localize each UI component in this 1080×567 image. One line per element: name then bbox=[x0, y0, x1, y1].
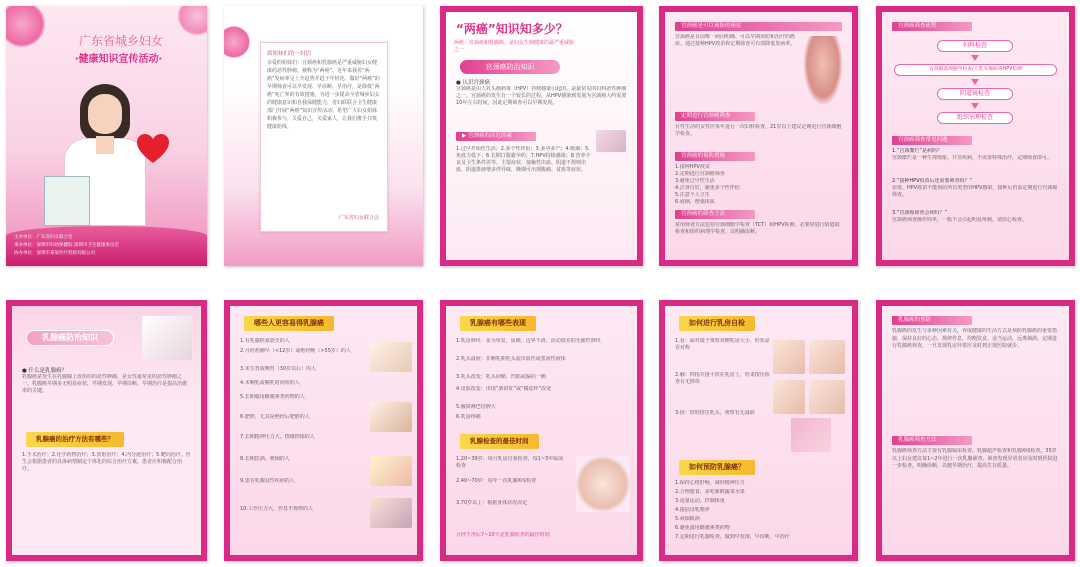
list-item: 1.20~39岁：每月乳房自我检查，每1~3年临床检查 bbox=[456, 456, 564, 469]
flow-step: 阴道镜检查 bbox=[937, 88, 1013, 100]
cover-page bbox=[6, 6, 207, 266]
subsection-banner: 如何进行乳房自检 bbox=[679, 316, 755, 331]
flower-decoration bbox=[224, 26, 250, 58]
list-item: 2.定期进行宫颈癌筛查 bbox=[675, 171, 725, 177]
faq-answer: 宫颈糜烂是一种生理现象，并非疾病，不需要特殊治疗，定期筛查即可。 bbox=[892, 155, 1053, 161]
faq-question: 3.“宫颈癌筛查会疼吗？” bbox=[892, 210, 947, 216]
arrow-down-icon bbox=[971, 79, 979, 85]
letter-heading: 致姐妹们的一封信 bbox=[267, 51, 312, 57]
cover-org-line: 主办单位：广东省妇女联合会 bbox=[14, 235, 73, 240]
illustration bbox=[791, 418, 831, 452]
illustration bbox=[576, 456, 630, 512]
list-item: 3.未生育或晚育（30岁以后）的人 bbox=[240, 366, 317, 372]
letter-page bbox=[224, 6, 423, 266]
page-breast-prevention bbox=[876, 300, 1075, 561]
list-item: 6.避免滥用雌激素类药物 bbox=[675, 525, 730, 531]
list-item: 1.乳房肿块：多为单发、质硬、边界不清、活动度差的无痛性肿块 bbox=[456, 338, 601, 344]
list-item: 2.月经初潮早（<12岁）或绝经晚（>55岁）的人 bbox=[240, 348, 351, 354]
subsection-banner: 如何预防乳腺癌？ bbox=[679, 460, 755, 475]
illustration bbox=[773, 340, 805, 374]
list-item: 1.有乳腺癌家族史的人 bbox=[240, 338, 290, 344]
cover-org-line: 协办单位：深圳市某某医疗机构有限公司 bbox=[14, 251, 95, 256]
paragraph: 宫颈癌是目前唯一病因明确、可以早期预防和治疗的癌症。通过接种HPV疫苗和定期筛查可有效降低发病率。 bbox=[675, 34, 796, 47]
subsection-bar: 宫颈癌的筛查方法 bbox=[675, 210, 755, 219]
subsection-bar: 乳腺癌筛查方法 bbox=[892, 436, 972, 445]
list-item: 4.皮肤改变：出现“酒窝征”或“橘皮样”改变 bbox=[456, 386, 552, 392]
section-banner-label: 宫颈癌防治知识 bbox=[485, 63, 535, 71]
list-item: 6.戒烟，增强体质 bbox=[675, 199, 715, 205]
section-banner-label: 乳腺癌防治知识 bbox=[42, 333, 98, 342]
list-item: 3.乳头改变：乳头回缩、凹陷或偏向一侧 bbox=[456, 374, 546, 380]
illustration bbox=[370, 456, 412, 486]
section-banner bbox=[460, 60, 560, 74]
page-breast-symptoms bbox=[440, 300, 643, 561]
subsection-bar: ▶ 宫颈癌的高危因素 bbox=[456, 132, 536, 141]
subsection-bar: 宫颈癌是可以预防的癌症 bbox=[675, 22, 842, 31]
list-item: 3.避免过早性生活 bbox=[675, 178, 715, 184]
list-item: 5.注意个人卫生 bbox=[675, 192, 710, 198]
page-breast-intro bbox=[6, 300, 207, 561]
list-item: 7.长期精神压力大、情绪抑郁的人 bbox=[240, 434, 315, 440]
list-item: 10.工作压力大，作息不规律的人 bbox=[240, 506, 313, 512]
faq-answer: 需要。HPV疫苗不能预防所有类型的HPV感染，接种后仍需定期进行宫颈癌筛查。 bbox=[892, 185, 1058, 198]
heart-icon bbox=[136, 134, 170, 164]
letter-sign: 广东省妇女联合会 bbox=[338, 215, 379, 221]
page-cervical-intro bbox=[440, 6, 643, 266]
page-cervical-prevention bbox=[659, 6, 858, 266]
paragraph: 乳腺癌是发生在乳腺腺上皮组织的恶性肿瘤，是女性最常见的恶性肿瘤之一。乳腺癌早期多无明显症状，早期发现、早期诊断、早期治疗是提高治愈率的关键。 bbox=[22, 374, 188, 394]
faq-question: 2.“接种HPV疫苗后还需要筛查吗？” bbox=[892, 178, 973, 184]
paragraph: 宫颈癌是由人乳头瘤病毒（HPV）持续感染引起的，是最常见的妇科恶性肿瘤之一。宫颈癌的发生有一个较长的过程，从HPV感染到发展为宫颈癌大约需要10年左右时间，因此定期筛查可以早期发现。 bbox=[456, 86, 627, 106]
list-item: 1.看：面对镜子观察双侧乳房大小、形状是否对称 bbox=[675, 338, 770, 351]
list-item: 1.保持心情舒畅，减轻精神压力 bbox=[675, 480, 745, 486]
heading: ● 认识宫颈癌 bbox=[456, 80, 491, 86]
list-item: 5.长期服用雌激素类药物的人 bbox=[240, 394, 305, 400]
cover-subtitle: ·健康知识宣传活动· bbox=[74, 54, 163, 65]
paragraph: 乳腺癌筛查方法主要有乳腺临床检查、乳腺超声检查和乳腺X线检查。35岁以上妇女建议每1~2年进行一次乳腺筛查。筛查发现异常者应及时到医院进一步检查，明确诊断，以便早期治疗，提高生存质量。 bbox=[892, 448, 1058, 469]
list-item: 5.腋窝淋巴结肿大 bbox=[456, 404, 496, 410]
paragraph: 1.过早开始性生活；2.多个性伴侣；3.多孕多产；4.吸烟；5.免疫力低下；6.长期口服避孕药；7.HPV持续感染；8.营养不良及卫生条件差等。主要症状：接触性出血、阴道不规则出血、阴道排液增多伴异味，晚期可出现腹痛、贫血等症状。 bbox=[456, 146, 591, 173]
list-item: 9.患有乳腺良性疾病的人 bbox=[240, 478, 295, 484]
note: 月经干净后7~10天是乳腺检查的最佳时间 bbox=[456, 532, 550, 538]
illustration bbox=[809, 380, 845, 414]
list-item: 2.40~70岁：每年一次乳腺X线检查 bbox=[456, 478, 537, 484]
flow-step: 宫颈脱落细胞学检查/人乳头瘤病毒HPV检测 bbox=[894, 64, 1057, 76]
list-item: 6.肥胖，尤其是绝经后肥胖的人 bbox=[240, 414, 310, 420]
list-item: 6.乳房疼痛 bbox=[456, 414, 481, 420]
page-breast-risk bbox=[224, 300, 423, 561]
list-item: 5.戒烟限酒 bbox=[675, 516, 700, 522]
illustration bbox=[370, 498, 412, 528]
list-item: 4.洁身自好，避免多个性伴侣 bbox=[675, 185, 740, 191]
letter-body: 亲爱的姐妹们：宫颈癌和乳腺癌是严重威胁妇女健康的恶性肿瘤，被称为“两癌”。近年来我省“两癌”发病率呈上升趋势并趋于年轻化。做好“两癌”的早期筛查可以早发现、早诊断、早治疗，是降低“两癌”死亡率的有效措施。为进一步提高全省城乡妇女的健康意识和自我保健能力，省妇联联合卫生健康部门开展“两癌”知识宣传活动。希望广大妇女姐妹积极参与，关爱自己，关爱家人，让我们携手共筑健康防线。 bbox=[267, 60, 380, 130]
uterus-illustration bbox=[803, 36, 843, 106]
page-self-exam bbox=[659, 300, 858, 561]
subsection-bar: 宫颈癌的预防措施 bbox=[675, 152, 755, 161]
list-item: 4.提倡母乳喂养 bbox=[675, 507, 710, 513]
section-banner bbox=[26, 330, 114, 346]
paragraph: 常用筛查方法包括宫颈细胞学检查（TCT）和HPV检测，必要时进行阴道镜检查和组织病理学检查，以明确诊断。 bbox=[675, 222, 840, 235]
list-item: 3.挤：轻轻挤压乳头，观察有无溢液 bbox=[675, 410, 755, 416]
subsection-bar: 定期进行宫颈癌筛查 bbox=[675, 112, 755, 121]
cover-title: 广东省城乡妇女 bbox=[78, 34, 163, 48]
subsection-banner: 乳腺检查的最佳时间 bbox=[460, 434, 539, 449]
list-item: 7.定期进行乳腺检查，做到早发现、早诊断、早治疗 bbox=[675, 534, 790, 540]
arrow-down-icon bbox=[971, 103, 979, 109]
list-item: 3.70岁以上：根据身体状况决定 bbox=[456, 500, 528, 506]
list-item: 1.接种HPV疫苗 bbox=[675, 164, 710, 170]
paragraph: 1.手术治疗；2.化学药物治疗；3.放射治疗；4.内分泌治疗；5.靶向治疗。医生会根据患者的具体病情制定个体化的综合治疗方案，患者应积极配合治疗。 bbox=[22, 452, 191, 472]
illustration bbox=[370, 402, 412, 432]
list-item: 2.合理膳食，多吃新鲜蔬菜水果 bbox=[675, 489, 745, 495]
paragraph: 有性生活的女性应每年进行一次妇科检查，21岁以上建议定期进行宫颈细胞学检查。 bbox=[675, 124, 842, 137]
list-item: 3.适量运动，控制体重 bbox=[675, 498, 725, 504]
subsection-banner: 哪些人更容易得乳腺癌 bbox=[244, 316, 334, 331]
flow-step: 妇科检查 bbox=[937, 40, 1013, 52]
illustration bbox=[370, 342, 412, 372]
cover-org-line: 承办单位：深圳市妇幼保健院 深圳市卫生健康委员会 bbox=[14, 243, 119, 248]
subsection-banner: 乳腺癌的治疗方法有哪些？ bbox=[26, 432, 124, 447]
flower-decoration bbox=[6, 6, 46, 48]
page-screening-flow bbox=[876, 6, 1075, 266]
list-item: 2.触：四指并拢平放在乳房上，轻柔按压检查有无肿块 bbox=[675, 372, 770, 385]
letter-paper bbox=[260, 42, 388, 232]
doctor-illustration bbox=[142, 316, 192, 360]
arrow-down-icon bbox=[971, 55, 979, 61]
paragraph: 乳腺癌的发生与多种因素有关，养成健康的生活方式是预防乳腺癌的重要措施。保持良好的心态，规律作息，均衡饮食，适当运动，远离烟酒。定期进行乳腺癌筛查，一旦发现乳房异常应及时到正规医院就诊。 bbox=[892, 328, 1058, 349]
page-subtitle: 两癌：宫颈癌和乳腺癌，是妇女生殖健康的最严重威胁之一 bbox=[454, 40, 575, 53]
subsection-bar: 乳腺癌的预防 bbox=[892, 316, 972, 325]
flow-step: 组织病理检查 bbox=[937, 112, 1013, 124]
subsection-banner: 乳腺癌有哪些表现 bbox=[460, 316, 536, 331]
illustration bbox=[773, 380, 805, 414]
heading: ● 什么是乳腺癌？ bbox=[22, 368, 68, 374]
illustration bbox=[596, 130, 626, 152]
subsection-bar: 宫颈癌筛查常见问题 bbox=[892, 136, 972, 145]
illustration bbox=[809, 340, 845, 374]
list-item: 8.长期饮酒、吸烟的人 bbox=[240, 456, 290, 462]
list-item: 4.未哺乳或哺乳时间短的人 bbox=[240, 380, 300, 386]
list-item: 2.乳头溢液：非哺乳期乳头流出血性或浆液性液体 bbox=[456, 356, 566, 362]
page-title: “两癌”知识知多少？ bbox=[456, 22, 568, 36]
subsection-bar: 宫颈癌筛查流程 bbox=[892, 22, 972, 31]
faq-question: 1.“宫颈糜烂”是病吗？ bbox=[892, 148, 942, 154]
faq-answer: 宫颈癌筛查操作简单，一般不会引起明显疼痛，请放心检查。 bbox=[892, 217, 1028, 223]
